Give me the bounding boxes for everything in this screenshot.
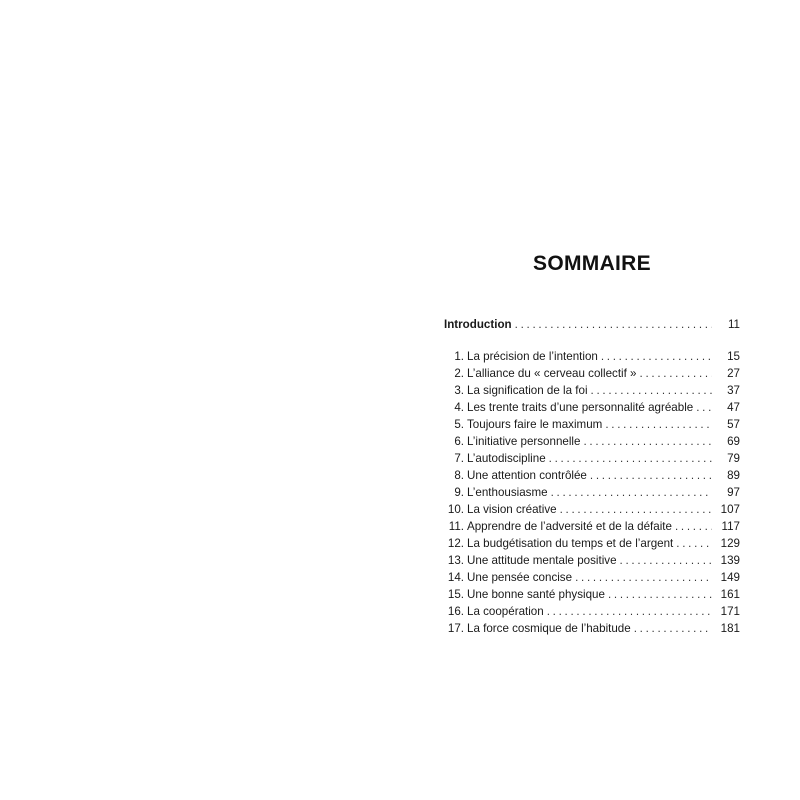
toc-entry-number: 10. [447, 503, 464, 516]
toc-entry-number: 2. [454, 367, 464, 380]
toc-entry-number: 6. [454, 435, 464, 448]
toc-entry-introduction [444, 316, 740, 333]
toc-entry-label: Apprendre de l’adversité et de la défaite [467, 520, 672, 533]
toc-entry-page: 139 [720, 554, 740, 567]
toc-entry-page: 149 [720, 571, 740, 584]
toc-entry-number: 12. [447, 537, 464, 550]
dot-leader [675, 518, 712, 535]
toc-entry-label: La vision créative [467, 503, 557, 516]
dot-leader [634, 620, 712, 637]
dot-leader [560, 501, 712, 518]
toc-entry-label: Une attitude mentale positive [467, 554, 617, 567]
dot-leader [583, 433, 712, 450]
toc-entry [444, 433, 740, 450]
toc-entry-label: La signification de la foi [467, 384, 588, 397]
dot-leader [591, 382, 712, 399]
dot-leader [549, 450, 712, 467]
toc-entry [444, 416, 740, 433]
toc-entry-number: 13. [447, 554, 464, 567]
dot-leader [620, 552, 712, 569]
chapter-list [444, 348, 740, 637]
toc-entry-page: 89 [727, 469, 740, 482]
toc-entry-number: 17. [447, 622, 464, 635]
toc-entry-page: 69 [727, 435, 740, 448]
toc-entry-number: 4. [454, 401, 464, 414]
toc-entry-number: 11. [448, 520, 464, 533]
dot-leader [640, 365, 712, 382]
toc-entry-page: 161 [720, 588, 740, 601]
toc-entry-number: 8. [454, 469, 464, 482]
toc-entry-page: 11 [727, 318, 740, 331]
dot-leader [601, 348, 712, 365]
dot-leader [605, 416, 712, 433]
toc-entry-page: 171 [720, 605, 740, 618]
toc-entry-number: 9. [454, 486, 464, 499]
toc-entry [444, 620, 740, 637]
toc-entry-number: 16. [447, 605, 464, 618]
dot-leader [547, 603, 712, 620]
dot-leader [590, 467, 712, 484]
toc-entry-number: 3. [454, 384, 464, 397]
toc-entry-label: Les trente traits d’une personnalité agréable [467, 401, 694, 414]
toc-entry [444, 518, 740, 535]
toc-entry-page: 97 [727, 486, 740, 499]
toc-entry [444, 450, 740, 467]
toc-entry-number: 5. [454, 418, 464, 431]
toc-entry-page: 117 [721, 520, 740, 533]
toc-entry-page: 79 [727, 452, 740, 465]
toc-entry-page: 47 [727, 401, 740, 414]
toc-entry [444, 603, 740, 620]
toc-entry-label: L’autodiscipline [467, 452, 546, 465]
toc-entry [444, 467, 740, 484]
toc-entry-page: 181 [720, 622, 740, 635]
toc-entry-label: Une attention contrôlée [467, 469, 587, 482]
toc-entry-page: 57 [727, 418, 740, 431]
toc-entry-page: 15 [727, 350, 740, 363]
toc-entry-number: 7. [454, 452, 464, 465]
toc-entry [444, 348, 740, 365]
page-title: SOMMAIRE [533, 252, 651, 275]
toc-entry [444, 586, 740, 603]
toc-entry [444, 535, 740, 552]
toc-entry-number: 1. [454, 350, 464, 363]
toc-entry-page: 129 [720, 537, 740, 550]
toc-entry-page: 107 [720, 503, 740, 516]
toc-entry-page: 37 [727, 384, 740, 397]
toc-entry-label: Toujours faire le maximum [467, 418, 603, 431]
toc-entry-page: 27 [727, 367, 740, 380]
toc-entry [444, 365, 740, 382]
dot-leader [608, 586, 712, 603]
dot-leader [676, 535, 712, 552]
toc-entry-number: 15. [447, 588, 464, 601]
toc-entry-label: Une pensée concise [467, 571, 573, 584]
toc-entry-label: L’enthousiasme [467, 486, 548, 499]
toc-entry [444, 382, 740, 399]
toc-entry-label: La budgétisation du temps et de l’argent [467, 537, 674, 550]
toc-entry [444, 552, 740, 569]
toc-entry-number: 14. [447, 571, 464, 584]
toc-entry [444, 569, 740, 586]
table-of-contents [444, 316, 740, 637]
dot-leader [551, 484, 712, 501]
toc-entry-label: La force cosmique de l’habitude [467, 622, 631, 635]
dot-leader [696, 399, 712, 416]
toc-entry-label: Introduction [444, 318, 512, 331]
toc-entry [444, 501, 740, 518]
toc-entry [444, 399, 740, 416]
toc-entry-label: L’alliance du « cerveau collectif » [467, 367, 637, 380]
dot-leader [515, 316, 712, 333]
toc-entry-label: La précision de l’intention [467, 350, 598, 363]
toc-entry-label: La coopération [467, 605, 544, 618]
toc-entry-label: Une bonne santé physique [467, 588, 605, 601]
toc-entry-label: L’initiative personnelle [467, 435, 581, 448]
dot-leader [575, 569, 712, 586]
toc-entry [444, 484, 740, 501]
